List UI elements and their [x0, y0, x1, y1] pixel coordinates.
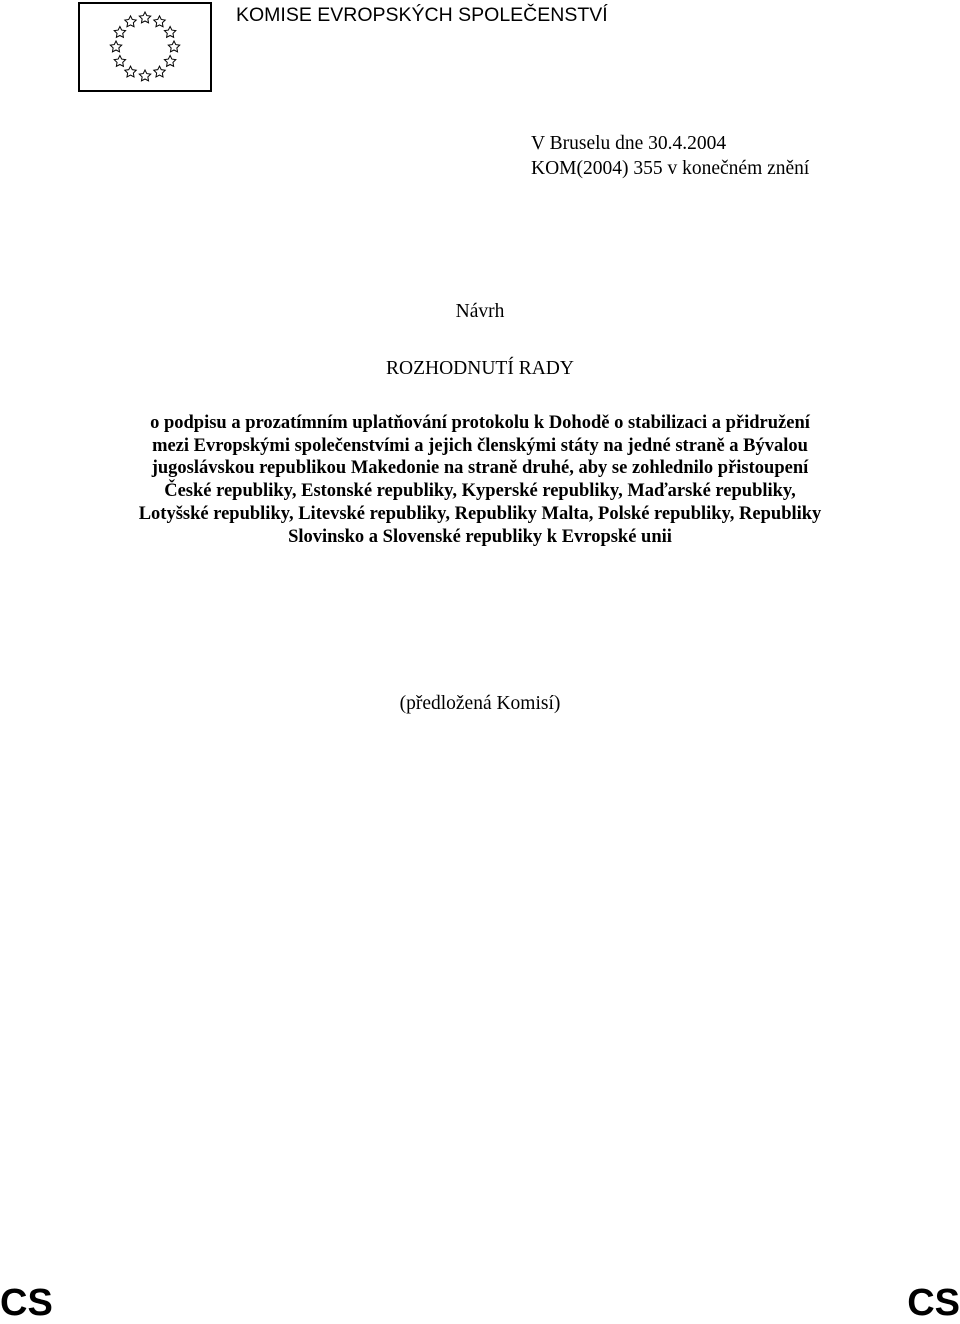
star-icon [114, 56, 125, 67]
star-icon [110, 41, 121, 52]
document-subject [0, 412, 960, 548]
star-icon [114, 27, 125, 38]
subject-line: mezi Evropskými společenstvími a jejich členskými státy na jedné straně a Bývalou [152, 435, 808, 456]
star-icon [154, 16, 165, 27]
commission-name: KOMISE EVROPSKÝCH SPOLEČENSTVÍ [236, 4, 608, 26]
language-code-left: CS [0, 1282, 53, 1324]
language-code-right: CS [907, 1282, 960, 1324]
star-icon [139, 12, 150, 23]
subject-line: České republiky, Estonské republiky, Kyperské republiky, Maďarské republiky, [164, 481, 796, 502]
document-kind: Návrh [455, 301, 505, 322]
subject-line: Slovinsko a Slovenské republiky k Evropské unii [288, 526, 672, 547]
star-icon [154, 66, 165, 77]
star-icon [164, 27, 175, 38]
place-date: V Bruselu dne 30.4.2004 [531, 133, 727, 154]
star-icon [168, 41, 179, 52]
subject-line: o podpisu a prozatímním uplatňování protokolu k Dohodě o stabilizaci a přidružení [150, 413, 810, 433]
subject-line: jugoslávskou republikou Makedonie na straně druhé, aby se zohlednilo přistoupení [151, 458, 809, 479]
eu-emblem [78, 2, 212, 92]
document-title: ROZHODNUTÍ RADY [386, 358, 574, 379]
star-icon [125, 16, 136, 27]
star-icon [139, 70, 150, 81]
star-icon [125, 66, 136, 77]
subject-line: Lotyšské republiky, Litevské republiky, Republiky Malta, Polské republiky, Republiky [138, 503, 822, 524]
eu-stars-icon [80, 4, 210, 90]
document-reference: KOM(2004) 355 v konečném znění [531, 158, 810, 179]
star-icon [164, 56, 175, 67]
submitted-by: (předložená Komisí) [399, 693, 561, 714]
